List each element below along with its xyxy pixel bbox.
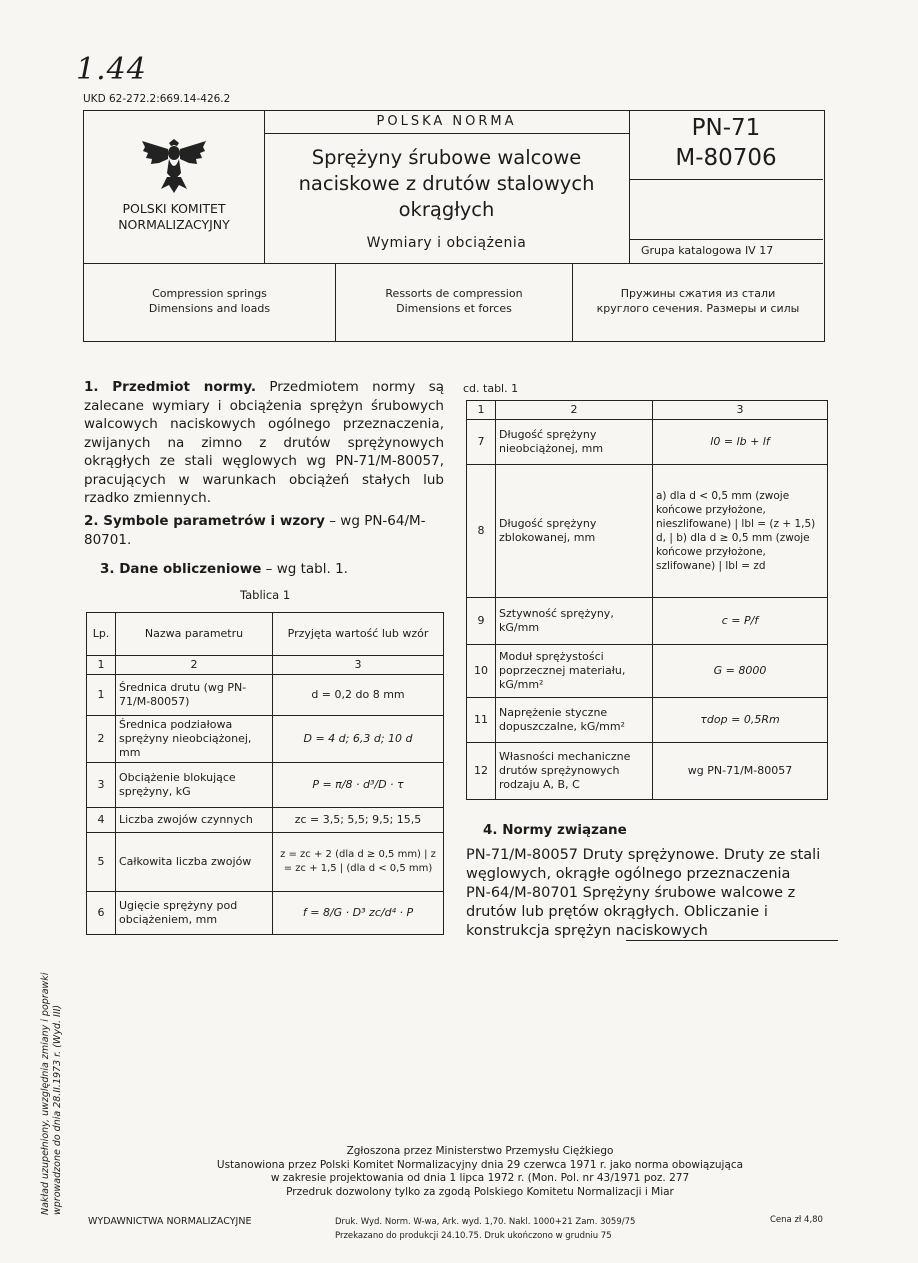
header-cell: Lp. <box>87 613 116 656</box>
table-row <box>87 656 444 675</box>
related-norms <box>466 846 832 941</box>
header-cell: Przyjęta wartość lub wzór <box>273 613 444 656</box>
table-row: 10 Moduł sprężystości poprzecznej materiału, kG/mm² G = 8000 <box>467 645 828 698</box>
russian-title: Пружины сжатия из стали круглого сечения. Размеры и силы <box>596 287 800 315</box>
divider <box>626 940 838 941</box>
table-1-continued <box>466 400 828 800</box>
table-row: 11 Naprężenie styczne dopuszczalne, kG/mm² τdop = 0,5Rm <box>467 698 828 743</box>
related-norm-2: PN-64/M-80701 Sprężyny śrubowe walcowe z drutów lub prętów okrągłych. Obliczanie i konstrukcja sprężyn naciskowych <box>466 885 796 939</box>
table-row: 1 Średnica drutu (wg PN-71/M-80057) d = 0,2 do 8 mm <box>87 675 444 716</box>
section-3 <box>100 560 440 579</box>
committee-name: POLSKI KOMITET NORMALIZACYJNY <box>118 201 230 232</box>
price: Cena zł 4,80 <box>770 1215 823 1225</box>
norm-title: Sprężyny śrubowe walcowe naciskowe z drutów stalowych okrągłych <box>298 146 595 221</box>
col-number: 3 <box>273 656 444 675</box>
col-number: 2 <box>116 656 273 675</box>
section-1-text: Przedmiotem normy są zalecane wymiary i obciążenia sprężyn śrubowych walcowych naciskowych ogólnego przeznaczenia, zwijanych na zimno z drutów sprężynowych okrągłych ze stali węglowych wg PN-71/M-80057, pracujących w warunkach obciążeń stałych lub rzadko zmiennych. <box>84 379 445 506</box>
publisher: WYDAWNICTWA NORMALIZACYJNE <box>88 1216 252 1227</box>
french-title: Ressorts de compression Dimensions et forces <box>336 263 573 341</box>
section-2 <box>84 512 444 549</box>
header-cell: Nazwa parametru <box>116 613 273 656</box>
side-note: Nakład uzupełniony, uwzględnia zmiany i poprawki wprowadzone do dnia 28.II.1973 r. (Wyd. III) <box>40 972 63 1215</box>
table-row: 7 Długość sprężyny nieobciążonej, mm l0 = lb + lf <box>467 420 828 465</box>
table-row: 1 2 3 <box>467 401 828 420</box>
table-caption: Tablica 1 <box>240 588 291 602</box>
number-cell <box>629 111 823 263</box>
table-1 <box>86 612 444 935</box>
footer-legal: Zgłoszona przez Ministerstwo Przemysłu Ciężkiego Ustanowiona przez Polski Komitet Normalizacyjny dnia 29 czerwca 1971 r. jako norma obowiązująca w zakresie projektowania od dnia 1 lipca 1972 r. (Mon. Pol. nr 43/1971 poz. 277 Przedruk dozwolony tylko za zgodą Polskiego Komitetu Normalizacji i Miar <box>216 1145 744 1198</box>
divider <box>629 239 823 240</box>
table-row: 8 Długość sprężyny zblokowanej, mm a) dla d < 0,5 mm (zwoje końcowe przyłożone, nieszlifowane) | lbl = (z + 1,5) d, | b) dla d ≥ 0,5 mm (zwoje końcowe przyłożone, szlifowane) | lbl = zd <box>467 465 828 598</box>
table-row: 2 Średnica podziałowa sprężyny nieobciążonej, mm D = 4 d; 6,3 d; 10 d <box>87 716 444 763</box>
table-header-row <box>87 613 444 656</box>
section-2-text: – wg PN-64/M-80701. <box>84 513 426 548</box>
section-1 <box>84 378 444 508</box>
handwritten-page-number: 1.44 <box>76 52 147 87</box>
table-row: 12 Własności mechaniczne drutów sprężynowych rodzaju A, B, C wg PN-71/M-80057 <box>467 743 828 800</box>
print-info: Druk. Wyd. Norm. W-wa, Ark. wyd. 1,70. Nakl. 1000+21 Zam. 3059/75 Przekazano do produkcji 24.10.75. Druk ukończono w grudniu 75 <box>335 1217 636 1241</box>
pn-number-year: PN-71 <box>691 115 761 141</box>
title-cell <box>264 111 630 263</box>
section-1-title: 1. Przedmiot normy. <box>84 379 257 395</box>
pn-number-code: M-80706 <box>675 145 777 171</box>
section-4-title: 4. Normy związane <box>483 822 627 838</box>
udk-code: UKD 62-272.2:669.14-426.2 <box>83 93 231 105</box>
polish-eagle-icon <box>139 133 209 195</box>
english-title: Compression springs Dimensions and loads <box>84 263 336 341</box>
table-row: 3 Obciążenie blokujące sprężyny, kG P = π/8 · d³/D · τ <box>87 763 444 808</box>
table-row: 9 Sztywność sprężyny, kG/mm c = P/f <box>467 598 828 645</box>
col-number: 1 <box>87 656 116 675</box>
section-3-text: – wg tabl. 1. <box>265 561 348 577</box>
norm-label: POLSKA NORMA <box>264 111 629 134</box>
table-continuation-caption: cd. tabl. 1 <box>463 382 519 395</box>
committee-cell <box>84 111 265 263</box>
table-row: 5 Całkowita liczba zwojów z = zc + 2 (dla d ≥ 0,5 mm) | z = zc + 1,5 | (dla d < 0,5 mm) <box>87 833 444 892</box>
catalog-group: Grupa katalogowa IV 17 <box>641 244 774 257</box>
table-row: 4 Liczba zwojów czynnych zc = 3,5; 5,5; 9,5; 15,5 <box>87 808 444 833</box>
related-norm-1: PN-71/M-80057 Druty sprężynowe. Druty ze stali węglowych, okrągłe ogólnego przeznaczenia <box>466 847 821 882</box>
divider <box>629 179 823 180</box>
section-2-title: 2. Symbole parametrów i wzory <box>84 513 325 529</box>
header-box <box>83 110 825 342</box>
section-3-title: 3. Dane obliczeniowe <box>100 561 262 577</box>
table-row: 6 Ugięcie sprężyny pod obciążeniem, mm f = 8/G · D³ zc/d⁴ · P <box>87 892 444 935</box>
norm-subtitle: Wymiary i obciążenia <box>366 235 527 251</box>
